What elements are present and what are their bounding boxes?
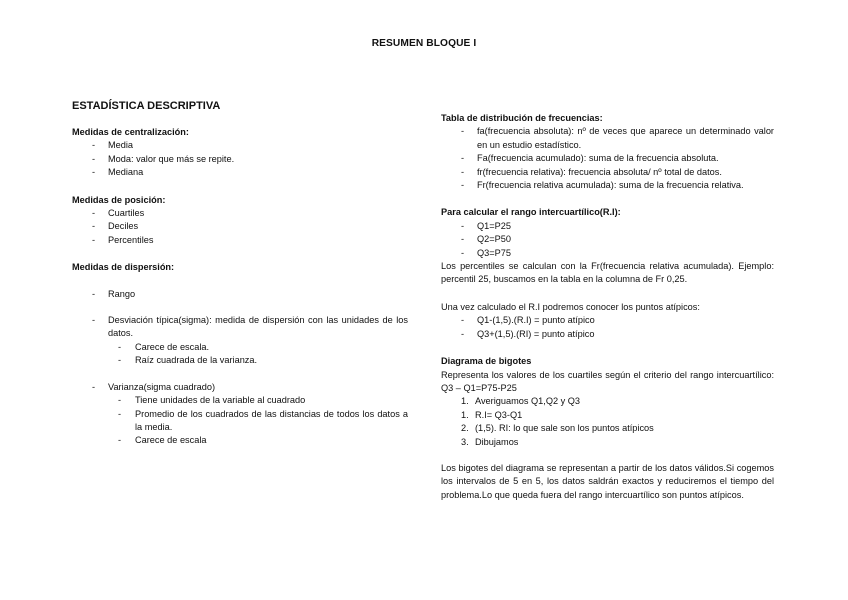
tabla-section <box>441 112 774 192</box>
sub-list-item: - Carece de escala <box>72 434 408 447</box>
step-item <box>441 409 774 422</box>
bigotes-steps <box>441 395 774 449</box>
list-item: - Fr(frecuencia relativa acumulada): suma de la frecuencia relativa. <box>441 179 774 192</box>
desviacion-sublist <box>72 341 408 368</box>
atipicos-text: Una vez calculado el R.I podremos conocer los puntos atípicos: <box>441 301 700 312</box>
document-title: RESUMEN BLOQUE I <box>371 38 477 49</box>
list-item: - Q1=P25 <box>441 220 774 233</box>
dispersion-title: Medidas de dispersión: <box>72 262 175 273</box>
centralizacion-section <box>72 126 408 180</box>
rango-text: Los percentiles se calculan con la Fr(frecuencia relativa acumulada). Ejemplo: percentil 25, buscamos en la tabla en la columna de Fr 0,25. <box>441 261 774 285</box>
list-item: - fa(frecuencia absoluta): nº de veces que aparece un determinado valor en un estudio estadístico. <box>441 125 774 152</box>
sub-list-item: - Promedio de los cuadrados de las distancias de todos los datos a la media. <box>72 408 408 435</box>
varianza-sublist <box>72 394 408 448</box>
step-number: 1. <box>461 409 469 420</box>
list-item: - Cuartiles <box>72 207 408 220</box>
posicion-list <box>72 207 408 247</box>
sub-list-item: - Raíz cuadrada de la varianza. <box>72 354 408 367</box>
bigotes-title: Diagrama de bigotes <box>441 356 532 367</box>
dispersion-list <box>72 288 408 301</box>
step-item <box>441 395 774 408</box>
list-item: - Q3+(1,5).(RI) = punto atípico <box>441 328 774 341</box>
right-column <box>441 112 774 502</box>
rango-title: Para calcular el rango intercuartílico(R.I): <box>441 207 621 218</box>
bigotes-text: Representa los valores de los cuartiles según el criterio del rango intercuartílico: Q3 – Q1=P75-P25 <box>441 369 774 393</box>
atipicos-section <box>441 301 774 341</box>
dispersion-section <box>72 261 408 447</box>
bigotes-closing: Los bigotes del diagrama se representan a partir de los datos válidos.Si cogemos los intervalos de 5 en 5, los datos saldrán exactos y reduciremos el tiempo del problema.Lo que queda fuera del rango intercuartílico son puntos atípicos. <box>441 462 774 500</box>
centralizacion-list <box>72 139 408 179</box>
list-item: - Percentiles <box>72 234 408 247</box>
step-item <box>441 422 774 435</box>
posicion-section <box>72 194 408 248</box>
sub-list-item: - Tiene unidades de la variable al cuadrado <box>72 394 408 407</box>
desviacion-text: Desviación típica(sigma): medida de dispersión con las unidades de los datos. <box>108 315 408 339</box>
rango-list <box>441 220 774 260</box>
step-text: Averiguamos Q1,Q2 y Q3 <box>475 396 581 407</box>
list-item: - Media <box>72 139 408 152</box>
tabla-list <box>441 125 774 192</box>
atipicos-list <box>441 314 774 341</box>
step-item <box>441 436 774 449</box>
list-item: - Q1-(1,5).(R.I) = punto atípico <box>441 314 774 327</box>
step-number: 2. <box>461 423 469 434</box>
section-heading: ESTADÍSTICA DESCRIPTIVA <box>72 100 221 112</box>
rango-section <box>441 206 774 286</box>
list-item: - fr(frecuencia relativa): frecuencia absoluta/ nº total de datos. <box>441 166 774 179</box>
sub-list-item: - Carece de escala. <box>72 341 408 354</box>
posicion-title: Medidas de posición: <box>72 194 166 205</box>
centralizacion-title: Medidas de centralización: <box>72 127 189 137</box>
bigotes-section <box>441 355 774 502</box>
list-item <box>72 314 408 341</box>
list-item: - Q3=P75 <box>441 247 774 260</box>
tabla-title: Tabla de distribución de frecuencias: <box>441 113 603 123</box>
list-item: - Rango <box>72 288 408 301</box>
list-item: - Varianza(sigma cuadrado) <box>72 381 408 394</box>
list-item: - Deciles <box>72 220 408 233</box>
list-item: - Mediana <box>72 166 408 179</box>
list-item: - Moda: valor que más se repite. <box>72 153 408 166</box>
step-number: 3. <box>461 436 469 447</box>
step-text: Dibujamos <box>475 436 519 447</box>
left-column <box>72 99 408 448</box>
list-item: - Q2=P50 <box>441 233 774 246</box>
list-item: - Fa(frecuencia acumulado): suma de la frecuencia absoluta. <box>441 152 774 165</box>
step-text: R.I= Q3-Q1 <box>475 409 523 420</box>
step-number: 1. <box>461 396 469 407</box>
step-text: (1,5). RI: lo que sale son los puntos atípicos <box>475 423 654 434</box>
